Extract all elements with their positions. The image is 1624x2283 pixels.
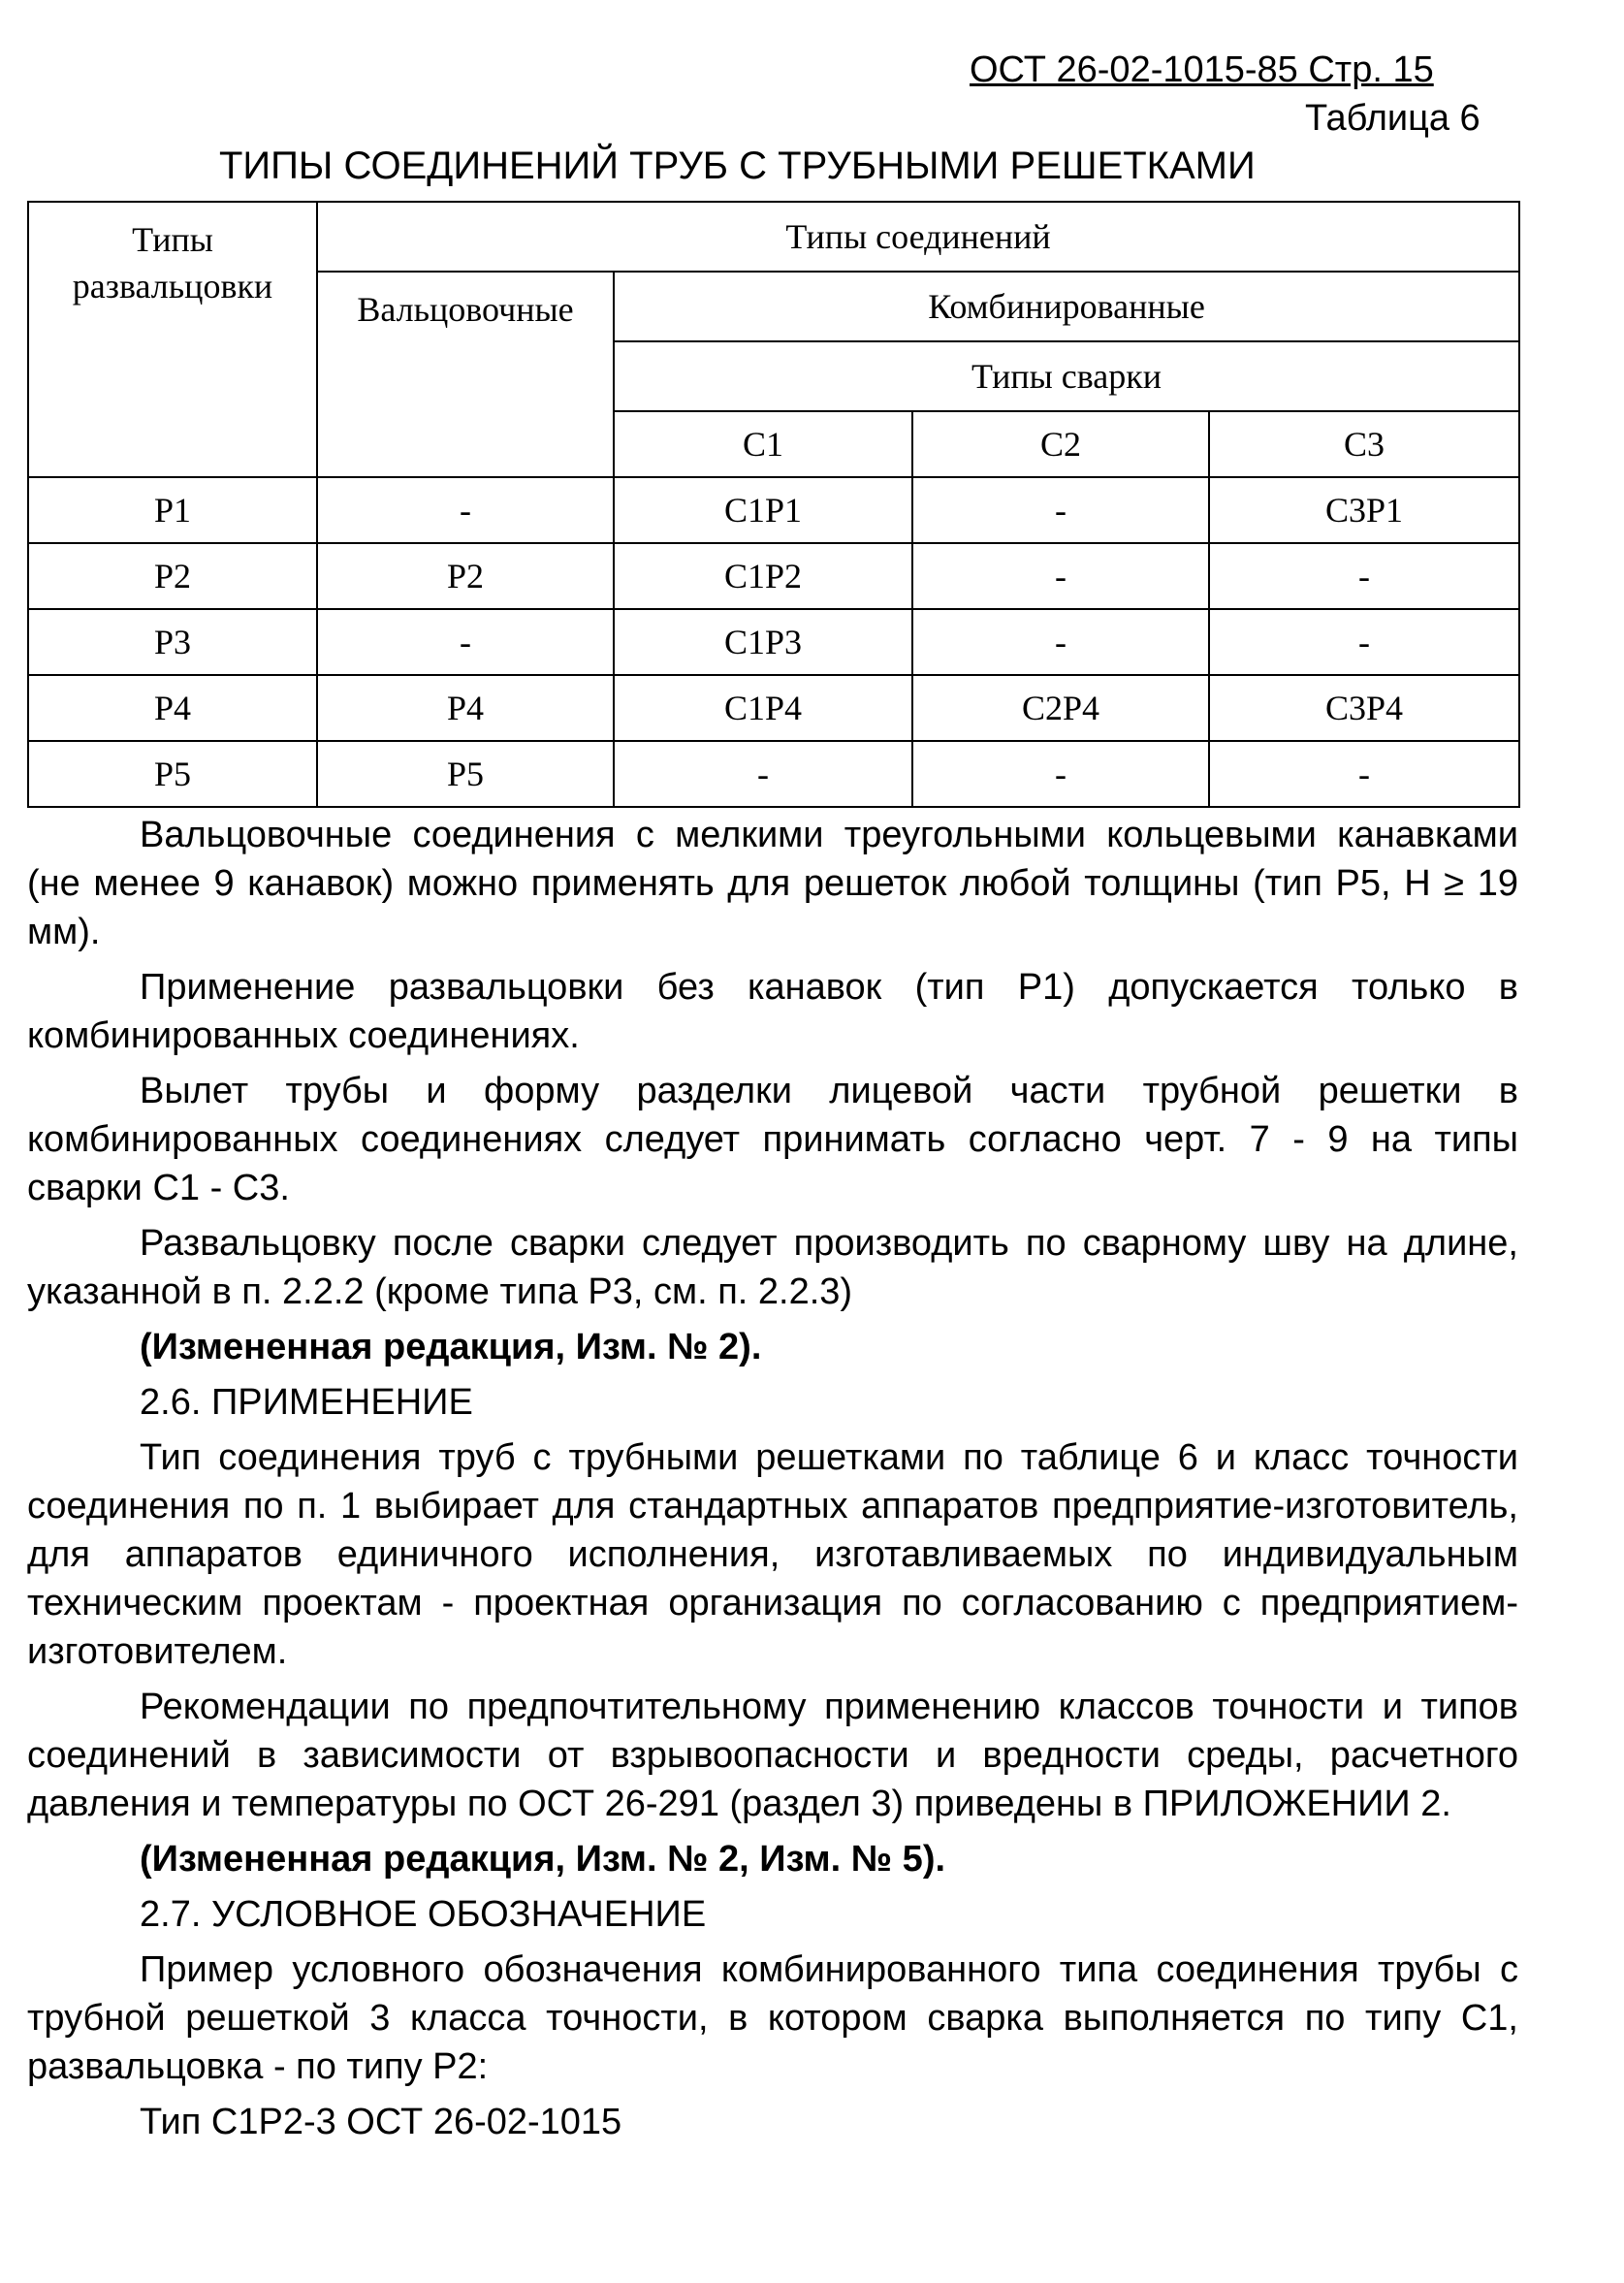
cell-c2: - <box>912 543 1209 609</box>
document-reference: ОСТ 26-02-1015-85 Стр. 15 <box>970 49 1434 90</box>
cell-c1: С1Р3 <box>614 609 912 675</box>
cell-rolling-type: Р2 <box>28 543 317 609</box>
cell-rolling-type: Р4 <box>28 675 317 741</box>
cell-rolled: Р2 <box>317 543 614 609</box>
paragraph-recommendations: Рекомендации по предпочтительному применению классов точности и типов соединений в зависимости от взрывоопасности и вредности среды, расчетного давления и температуры по ОСТ 26-291 (раздел 3) приведены в ПРИЛОЖЕНИИ 2. <box>27 1687 1518 1824</box>
table-header-row-1 <box>28 202 1519 272</box>
header-joint-types: Типы соединений <box>317 202 1519 272</box>
table-number: Таблица 6 <box>1305 98 1481 139</box>
amendment-note: (Измененная редакция, Изм. № 2, Изм. № 5). <box>140 1839 946 1880</box>
cell-c3: - <box>1209 741 1519 807</box>
cell-c2: С2Р4 <box>912 675 1209 741</box>
table-row <box>28 609 1519 675</box>
cell-rolling-type: Р1 <box>28 477 317 543</box>
cell-c1: С1Р4 <box>614 675 912 741</box>
header-combined: Комбинированные <box>614 272 1519 341</box>
table-title: ТИПЫ СОЕДИНЕНИЙ ТРУБ С ТРУБНЫМИ РЕШЕТКАМИ <box>219 145 1256 187</box>
cell-c2: - <box>912 477 1209 543</box>
cell-c1: С1Р1 <box>614 477 912 543</box>
cell-c3: С3Р4 <box>1209 675 1519 741</box>
header-rolled: Вальцовочные <box>317 272 614 477</box>
cell-rolled: - <box>317 609 614 675</box>
paragraph-designation-example: Пример условного обозначения комбинированного типа соединения трубы с трубной решеткой 3 класса точности, в котором сварка выполняется по типу С1, развальцовка - по типу Р2: <box>27 1949 1518 2087</box>
header-weld-c1: С1 <box>614 411 912 477</box>
paragraph-rolling-p1: Применение развальцовки без канавок (тип Р1) допускается только в комбинированных соединениях. <box>27 967 1518 1056</box>
section-heading-2-6: 2.6. ПРИМЕНЕНИЕ <box>140 1382 473 1423</box>
header-weld-c3: С3 <box>1209 411 1519 477</box>
paragraph-rolling-after-welding: Развальцовку после сварки следует производить по сварному шву на длине, указанной в п. 2.2.2 (кроме типа Р3, см. п. 2.2.3) <box>27 1223 1518 1312</box>
amendment-note: (Измененная редакция, Изм. № 2). <box>140 1327 762 1367</box>
cell-c3: - <box>1209 609 1519 675</box>
designation-example: Тип С1Р2-3 ОСТ 26-02-1015 <box>140 2102 622 2142</box>
cell-c3: - <box>1209 543 1519 609</box>
paragraph-application: Тип соединения труб с трубными решетками по таблице 6 и класс точности соединения по п. 1 выбирает для стандартных аппаратов предприятие-изготовитель, для аппаратов единичного исполнения, изготавливаемых по индивидуальным техническим проектам - проектная организация по согласованию с предприятием-изготовителем. <box>27 1437 1518 1672</box>
table-row <box>28 741 1519 807</box>
cell-c2: - <box>912 741 1209 807</box>
section-heading-2-7: 2.7. УСЛОВНОЕ ОБОЗНАЧЕНИЕ <box>140 1894 707 1935</box>
paragraph-rolled-joints: Вальцовочные соединения с мелкими треугольными кольцевыми канавками (не менее 9 канавок) можно применять для решеток любой толщины (тип Р5, Н ≥ 19 мм). <box>27 815 1518 952</box>
table-row <box>28 675 1519 741</box>
cell-rolled: Р4 <box>317 675 614 741</box>
header-weld-c2: С2 <box>912 411 1209 477</box>
cell-c1: С1Р2 <box>614 543 912 609</box>
body-text <box>27 811 1518 2153</box>
cell-rolled: Р5 <box>317 741 614 807</box>
joint-types-table <box>27 201 1520 808</box>
header-rolling-types: Типы развальцовки <box>28 202 317 477</box>
header-weld-types: Типы сварки <box>614 341 1519 411</box>
paragraph-tube-protrusion: Вылет трубы и форму разделки лицевой части трубной решетки в комбинированных соединениях следует принимать согласно черт. 7 - 9 на типы сварки С1 - С3. <box>27 1071 1518 1208</box>
cell-c1: - <box>614 741 912 807</box>
cell-rolling-type: Р3 <box>28 609 317 675</box>
cell-c3: С3Р1 <box>1209 477 1519 543</box>
cell-rolled: - <box>317 477 614 543</box>
cell-c2: - <box>912 609 1209 675</box>
table-row <box>28 543 1519 609</box>
table-row <box>28 477 1519 543</box>
cell-rolling-type: Р5 <box>28 741 317 807</box>
